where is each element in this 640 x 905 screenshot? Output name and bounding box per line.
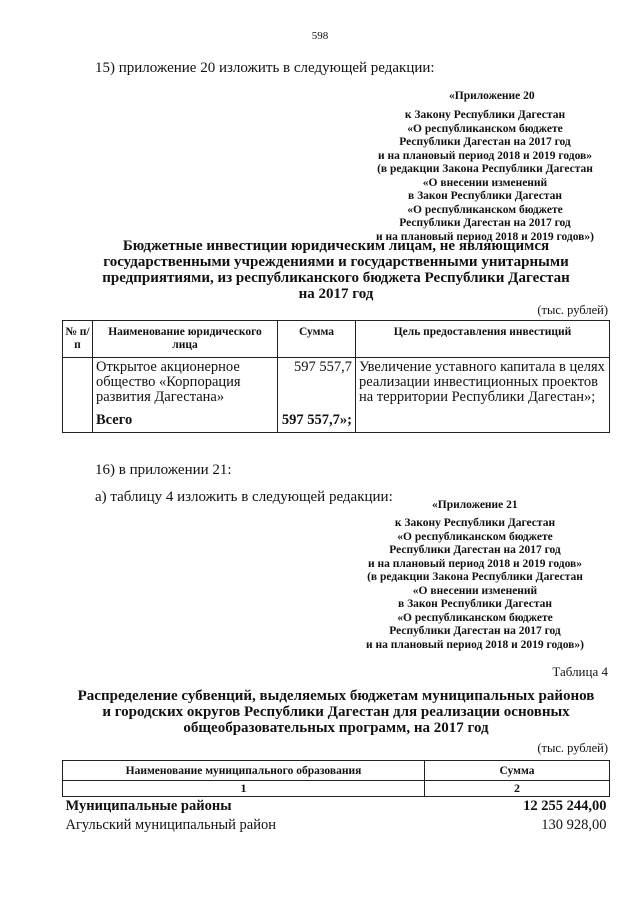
cell-number bbox=[63, 358, 93, 408]
appendix-21-line: (в редакции Закона Республики Дагестан bbox=[367, 571, 583, 583]
heading-line: предприятиями, из республиканского бюджета Республики Дагестан bbox=[102, 270, 570, 286]
header-sum: Сумма bbox=[425, 761, 610, 781]
heading-line: на 2017 год bbox=[298, 286, 374, 302]
column-index-2: 2 bbox=[425, 781, 610, 797]
appendix-20-line: Республики Дагестан на 2017 год bbox=[399, 136, 571, 148]
appendix-20-reference bbox=[350, 109, 620, 244]
appendix-21-line: Республики Дагестан на 2017 год bbox=[389, 625, 561, 637]
table-row bbox=[63, 797, 610, 817]
header-legal-entity: Наименование юридического лица bbox=[93, 321, 278, 358]
cell-legal-entity: Открытое акционерное общество «Корпорация развития Дагестана» bbox=[93, 358, 278, 408]
total-label: Всего bbox=[93, 407, 278, 433]
cell-sum: 130 928,00 bbox=[541, 817, 607, 833]
cell-sum: 12 255 244,00 bbox=[523, 798, 607, 814]
heading-line: и городских округов Республики Дагестан для реализации основных bbox=[102, 704, 570, 720]
appendix-21-reference bbox=[340, 517, 610, 652]
table-4-label: Таблица 4 bbox=[552, 664, 608, 679]
cell-investment-goal: Увеличение уставного капитала в целях реализации инвестиционных проектов на территории Республики Дагестан»; bbox=[356, 358, 610, 408]
appendix-20-line: и на плановый период 2018 и 2019 годов») bbox=[376, 230, 594, 243]
appendix-21-line: «О республиканском бюджете bbox=[397, 530, 553, 543]
subventions-table bbox=[62, 760, 610, 835]
subventions-heading bbox=[62, 688, 610, 736]
table-row bbox=[63, 816, 610, 835]
column-index-row bbox=[63, 781, 610, 797]
appendix-21-line: в Закон Республики Дагестан bbox=[398, 598, 552, 610]
appendix-21-line: к Закону Республики Дагестан bbox=[394, 517, 556, 529]
investments-heading bbox=[62, 238, 610, 302]
appendix-21-line: Республики Дагестан на 2017 год bbox=[389, 544, 561, 556]
appendix-20-line: «О внесении изменений bbox=[422, 176, 548, 189]
column-index-1: 1 bbox=[63, 781, 425, 797]
appendix-21-line: «О внесении изменений bbox=[412, 584, 538, 597]
header-investment-goal: Цель предоставления инвестиций bbox=[356, 321, 610, 358]
header-sum: Сумма bbox=[278, 321, 356, 358]
table-header-row bbox=[63, 761, 610, 781]
heading-line: Бюджетные инвестиции юридическим лицам, не являющимся bbox=[122, 238, 550, 254]
cell-sum: 597 557,7 bbox=[278, 358, 356, 408]
appendix-20-line: Республики Дагестан на 2017 год bbox=[399, 217, 571, 229]
appendix-20-line: (в редакции Закона Республики Дагестан bbox=[377, 163, 593, 175]
appendix-20-title: «Приложение 20 bbox=[449, 90, 535, 102]
table-header-row bbox=[63, 321, 610, 358]
units-label: (тыс. рублей) bbox=[537, 303, 608, 317]
appendix-20-line: «О республиканском бюджете bbox=[407, 122, 563, 135]
appendix-21-line: и на плановый период 2018 и 2019 годов») bbox=[366, 638, 584, 651]
appendix-20-line: в Закон Республики Дагестан bbox=[408, 190, 562, 202]
total-row bbox=[63, 407, 610, 433]
cell-municipality: Агульский муниципальный район bbox=[65, 817, 276, 833]
header-number: № п/п bbox=[63, 321, 93, 358]
units-label: (тыс. рублей) bbox=[537, 741, 608, 755]
item-16-text: 16) в приложении 21: bbox=[95, 462, 232, 478]
table-row bbox=[63, 358, 610, 408]
total-sum: 597 557,7»; bbox=[278, 407, 356, 433]
heading-line: общеобразовательных программ, на 2017 год bbox=[183, 720, 489, 736]
appendix-20-line: «О республиканском бюджете bbox=[407, 203, 563, 216]
investments-table bbox=[62, 320, 610, 433]
cell-municipality: Муниципальные районы bbox=[65, 798, 232, 814]
appendix-21-line: «О республиканском бюджете bbox=[397, 611, 553, 624]
item-15-text: 15) приложение 20 изложить в следующей редакции: bbox=[95, 60, 435, 76]
appendix-20-line: к Закону Республики Дагестан bbox=[404, 109, 566, 121]
heading-line: Распределение субвенций, выделяемых бюджетам муниципальных районов bbox=[77, 688, 595, 704]
header-municipality: Наименование муниципального образования bbox=[63, 761, 425, 781]
item-16a-text: а) таблицу 4 изложить в следующей редакции: bbox=[95, 489, 393, 505]
appendix-21-line: и на плановый период 2018 и 2019 годов» bbox=[367, 557, 583, 570]
page-number: 598 bbox=[311, 30, 329, 42]
appendix-20-line: и на плановый период 2018 и 2019 годов» bbox=[377, 149, 593, 162]
appendix-21-title: «Приложение 21 bbox=[432, 499, 518, 511]
heading-line: государственными учреждениями и государственными унитарными bbox=[103, 254, 569, 270]
